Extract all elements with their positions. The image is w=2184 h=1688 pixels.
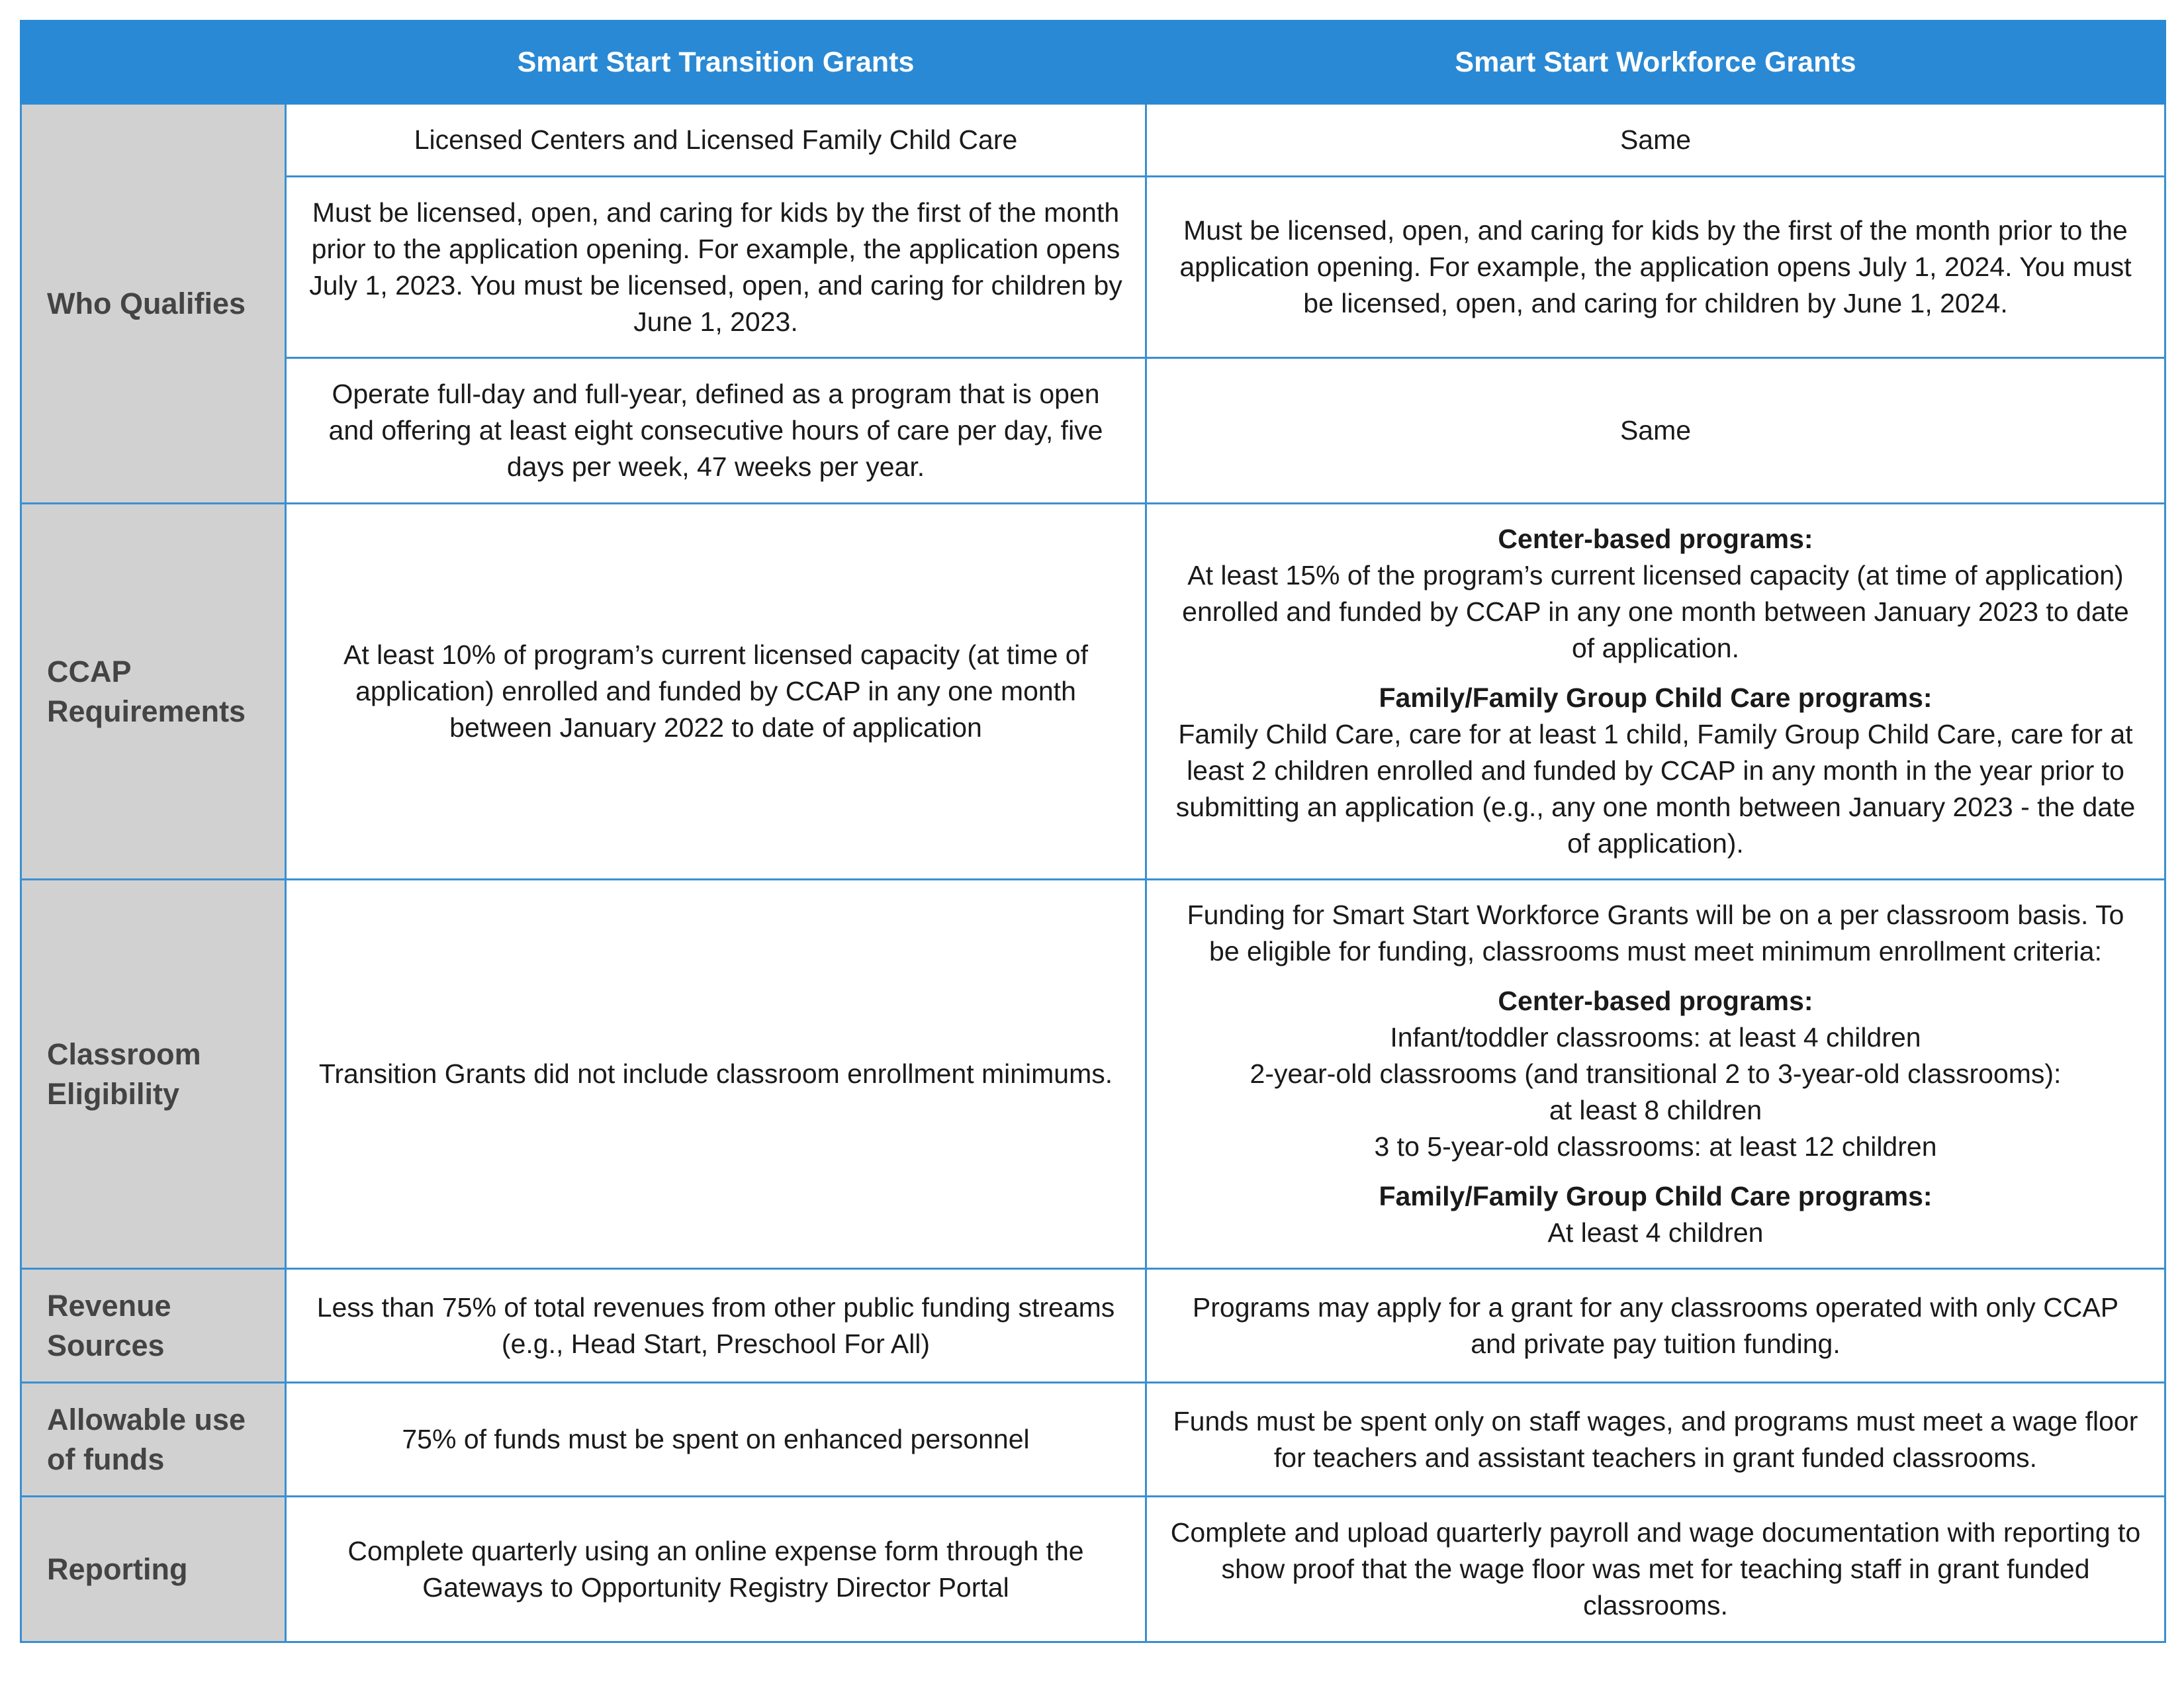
allowable-row — [21, 1383, 2165, 1497]
reporting-transition: Complete quarterly using an online expense form through the Gateways to Opportunity Registry Director Portal — [286, 1497, 1146, 1642]
row-label-who-qualifies: Who Qualifies — [21, 104, 286, 504]
who-qualifies-row-3 — [21, 358, 2165, 504]
ccap-family-heading: Family/Family Group Child Care programs: — [1379, 682, 1933, 713]
ccap-family-block — [1169, 680, 2142, 862]
classroom-transition: Transition Grants did not include classroom enrollment minimums. — [286, 880, 1146, 1269]
classroom-center-line: Infant/toddler classrooms: at least 4 children — [1390, 1022, 1921, 1053]
classroom-family-heading: Family/Family Group Child Care programs: — [1379, 1181, 1933, 1211]
revenue-transition: Less than 75% of total revenues from other public funding streams (e.g., Head Start, Preschool For All) — [286, 1269, 1146, 1383]
classroom-workforce — [1146, 880, 2165, 1269]
who-qualifies-transition-3: Operate full-day and full-year, defined as a program that is open and offering at least eight consecutive hours of care per day, five days per week, 47 weeks per year. — [286, 358, 1146, 504]
who-qualifies-transition-1: Licensed Centers and Licensed Family Child Care — [286, 104, 1146, 177]
who-qualifies-workforce-2: Must be licensed, open, and caring for kids by the first of the month prior to the application opening. For example, the application opens July 1, 2024. You must be licensed, open, and caring for children by June 1, 2024. — [1146, 177, 2165, 358]
classroom-family-text: At least 4 children — [1547, 1217, 1764, 1248]
revenue-workforce: Programs may apply for a grant for any classrooms operated with only CCAP and private pay tuition funding. — [1146, 1269, 2165, 1383]
who-qualifies-row-2 — [21, 177, 2165, 358]
row-label-revenue: Revenue Sources — [21, 1269, 286, 1383]
who-qualifies-workforce-3: Same — [1146, 358, 2165, 504]
row-label-reporting: Reporting — [21, 1497, 286, 1642]
ccap-center-heading: Center-based programs: — [1498, 524, 1813, 554]
ccap-workforce — [1146, 504, 2165, 880]
row-label-allowable: Allowable use of funds — [21, 1383, 286, 1497]
row-label-classroom: Classroom Eligibility — [21, 880, 286, 1269]
ccap-family-text: Family Child Care, care for at least 1 child, Family Group Child Care, care for at least 2 children enrolled and funded by CCAP in any month in the year prior to submitting an application (e.g., any one month between January 2023 - the date of application). — [1175, 719, 2136, 859]
grants-comparison-table — [20, 20, 2166, 1643]
classroom-center-line: 2-year-old classrooms (and transitional 2 to 3-year-old classrooms): — [1250, 1058, 2062, 1089]
who-qualifies-transition-2: Must be licensed, open, and caring for kids by the first of the month prior to the application opening. For example, the application opens July 1, 2023. You must be licensed, open, and caring for children by June 1, 2023. — [286, 177, 1146, 358]
header-transition-grants: Smart Start Transition Grants — [286, 21, 1146, 104]
classroom-center-block — [1169, 983, 2142, 1165]
ccap-center-block — [1169, 521, 2142, 667]
allowable-workforce: Funds must be spent only on staff wages, and programs must meet a wage floor for teachers and assistant teachers in grant funded classrooms. — [1146, 1383, 2165, 1497]
who-qualifies-row-1 — [21, 104, 2165, 177]
ccap-center-text: At least 15% of the program’s current licensed capacity (at time of application) enrolled and funded by CCAP in any one month between January 2023 to date of application. — [1182, 560, 2129, 663]
header-workforce-grants: Smart Start Workforce Grants — [1146, 21, 2165, 104]
classroom-center-heading: Center-based programs: — [1498, 986, 1813, 1016]
comparison-table-wrapper — [20, 20, 2164, 1643]
header-blank-cell — [21, 21, 286, 104]
reporting-workforce: Complete and upload quarterly payroll and wage documentation with reporting to show proof that the wage floor was met for teaching staff in grant funded classrooms. — [1146, 1497, 2165, 1642]
header-row — [21, 21, 2165, 104]
classroom-intro: Funding for Smart Start Workforce Grants will be on a per classroom basis. To be eligible for funding, classrooms must meet minimum enrollment criteria: — [1187, 900, 2124, 966]
ccap-row — [21, 504, 2165, 880]
classroom-family-block — [1169, 1178, 2142, 1251]
revenue-row — [21, 1269, 2165, 1383]
who-qualifies-workforce-1: Same — [1146, 104, 2165, 177]
reporting-row — [21, 1497, 2165, 1642]
classroom-center-line: at least 8 children — [1549, 1095, 1762, 1125]
ccap-transition: At least 10% of program’s current licensed capacity (at time of application) enrolled and funded by CCAP in any one month between January 2022 to date of application — [286, 504, 1146, 880]
classroom-center-line: 3 to 5-year-old classrooms: at least 12 children — [1374, 1131, 1937, 1162]
classroom-row — [21, 880, 2165, 1269]
row-label-ccap: CCAP Requirements — [21, 504, 286, 880]
allowable-transition: 75% of funds must be spent on enhanced personnel — [286, 1383, 1146, 1497]
